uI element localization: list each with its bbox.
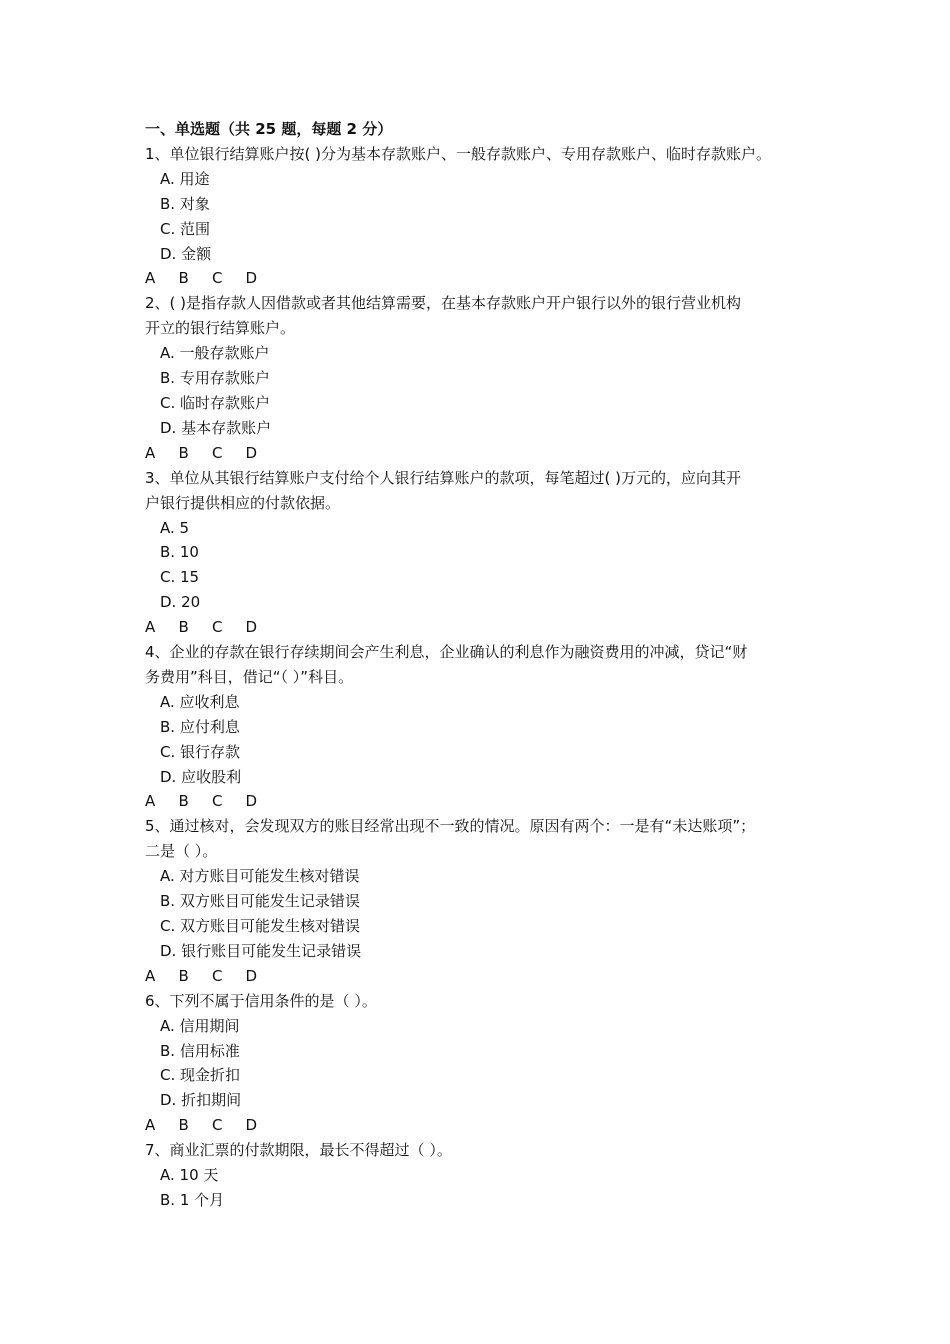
answer-choice-c[interactable]: C [212,792,223,811]
option-d: D. 折扣期间 [160,1091,242,1110]
question-text: 3、单位从其银行结算账户支付给个人银行结算账户的款项，每笔超过( )万元的，应向其开 [145,468,742,487]
option-a: A. 对方账目可能发生核对错误 [160,867,360,886]
option-c: C. 范围 [160,219,211,238]
answer-choice-a[interactable]: A [145,792,156,811]
answer-choices [145,441,835,466]
option-a: A. 一般存款账户 [160,344,270,363]
option-b: B. 对象 [160,194,210,213]
question-5 [145,814,835,988]
question-text: 6、下列不属于信用条件的是（ ）。 [145,991,377,1010]
answer-choice-d[interactable]: D [245,1116,258,1135]
question-3 [145,466,835,640]
option-b: B. 专用存款账户 [160,369,270,388]
question-2 [145,291,835,465]
option-c: C. 双方账目可能发生核对错误 [160,917,361,935]
question-4 [145,640,835,814]
answer-choice-a[interactable]: A [145,966,156,985]
answer-choice-a[interactable]: A [145,443,156,462]
option-b: B. 10 [160,543,199,562]
answer-choices [145,615,835,640]
option-a: A. 信用期间 [160,1016,240,1035]
option-d: D. 应收股利 [160,767,242,786]
exam-content [145,117,835,1213]
option-a: A. 用途 [160,169,210,188]
answer-choice-b[interactable]: B [178,443,189,462]
section-title: 一、单选题（共 25 题，每题 2 分） [145,120,393,138]
answer-choice-b[interactable]: B [178,966,189,985]
answer-choices [145,266,835,291]
answer-choice-d[interactable]: D [245,269,258,288]
question-text-continued: 务费用”科目，借记“（ ）”科目。 [145,667,354,686]
option-c: C. 临时存款账户 [160,393,271,412]
answer-choice-c[interactable]: C [212,443,223,462]
answer-choices [145,964,835,989]
option-b: B. 双方账目可能发生记录错误 [160,892,360,911]
option-a: A. 应收利息 [160,692,240,711]
option-c: C. 银行存款 [160,742,241,761]
answer-choice-a[interactable]: A [145,269,156,288]
answer-choice-c[interactable]: C [212,618,223,637]
question-text: 1、单位银行结算账户按( )分为基本存款账户、一般存款账户、专用存款账户、临时存款账户。 [145,144,772,163]
answer-choice-d[interactable]: D [245,966,258,985]
question-text: 4、企业的存款在银行存续期间会产生利息，企业确认的利息作为融资费用的冲减，贷记“财 [145,643,748,662]
answer-choice-c[interactable]: C [212,966,223,985]
answer-choice-d[interactable]: D [245,792,258,811]
answer-choice-b[interactable]: B [178,618,189,637]
answer-choice-b[interactable]: B [178,792,189,811]
question-1 [145,142,835,291]
answer-choice-a[interactable]: A [145,1116,156,1135]
option-c: C. 15 [160,568,200,587]
question-text-continued: 开立的银行结算账户。 [145,319,296,338]
question-text-continued: 户银行提供相应的付款依据。 [145,493,341,512]
question-6 [145,989,835,1138]
option-a: A. 10 天 [160,1166,219,1185]
question-text: 5、通过核对，会发现双方的账目经常出现不一致的情况。原因有两个：一是有“未达账项”； [145,817,756,836]
option-d: D. 基本存款账户 [160,418,272,437]
option-b: B. 应付利息 [160,717,240,736]
option-d: D. 20 [160,593,201,612]
answer-choice-d[interactable]: D [245,618,258,637]
option-b: B. 1 个月 [160,1190,225,1209]
answer-choice-a[interactable]: A [145,618,156,637]
answer-choice-b[interactable]: B [178,1116,189,1135]
option-d: D. 金额 [160,244,212,263]
answer-choice-c[interactable]: C [212,1116,223,1135]
question-text: 7、商业汇票的付款期限，最长不得超过（ ）。 [145,1141,452,1160]
answer-choice-b[interactable]: B [178,269,189,288]
answer-choice-d[interactable]: D [245,443,258,462]
answer-choices [145,789,835,814]
answer-choices [145,1113,835,1138]
question-7 [145,1138,835,1213]
option-d: D. 银行账目可能发生记录错误 [160,941,362,960]
question-text-continued: 二是（ ）。 [145,842,218,861]
answer-choice-c[interactable]: C [212,269,223,288]
question-text: 2、( )是指存款人因借款或者其他结算需要，在基本存款账户开户银行以外的银行营业机构 [145,294,742,313]
option-c: C. 现金折扣 [160,1066,241,1085]
option-a: A. 5 [160,518,190,537]
option-b: B. 信用标准 [160,1041,240,1060]
